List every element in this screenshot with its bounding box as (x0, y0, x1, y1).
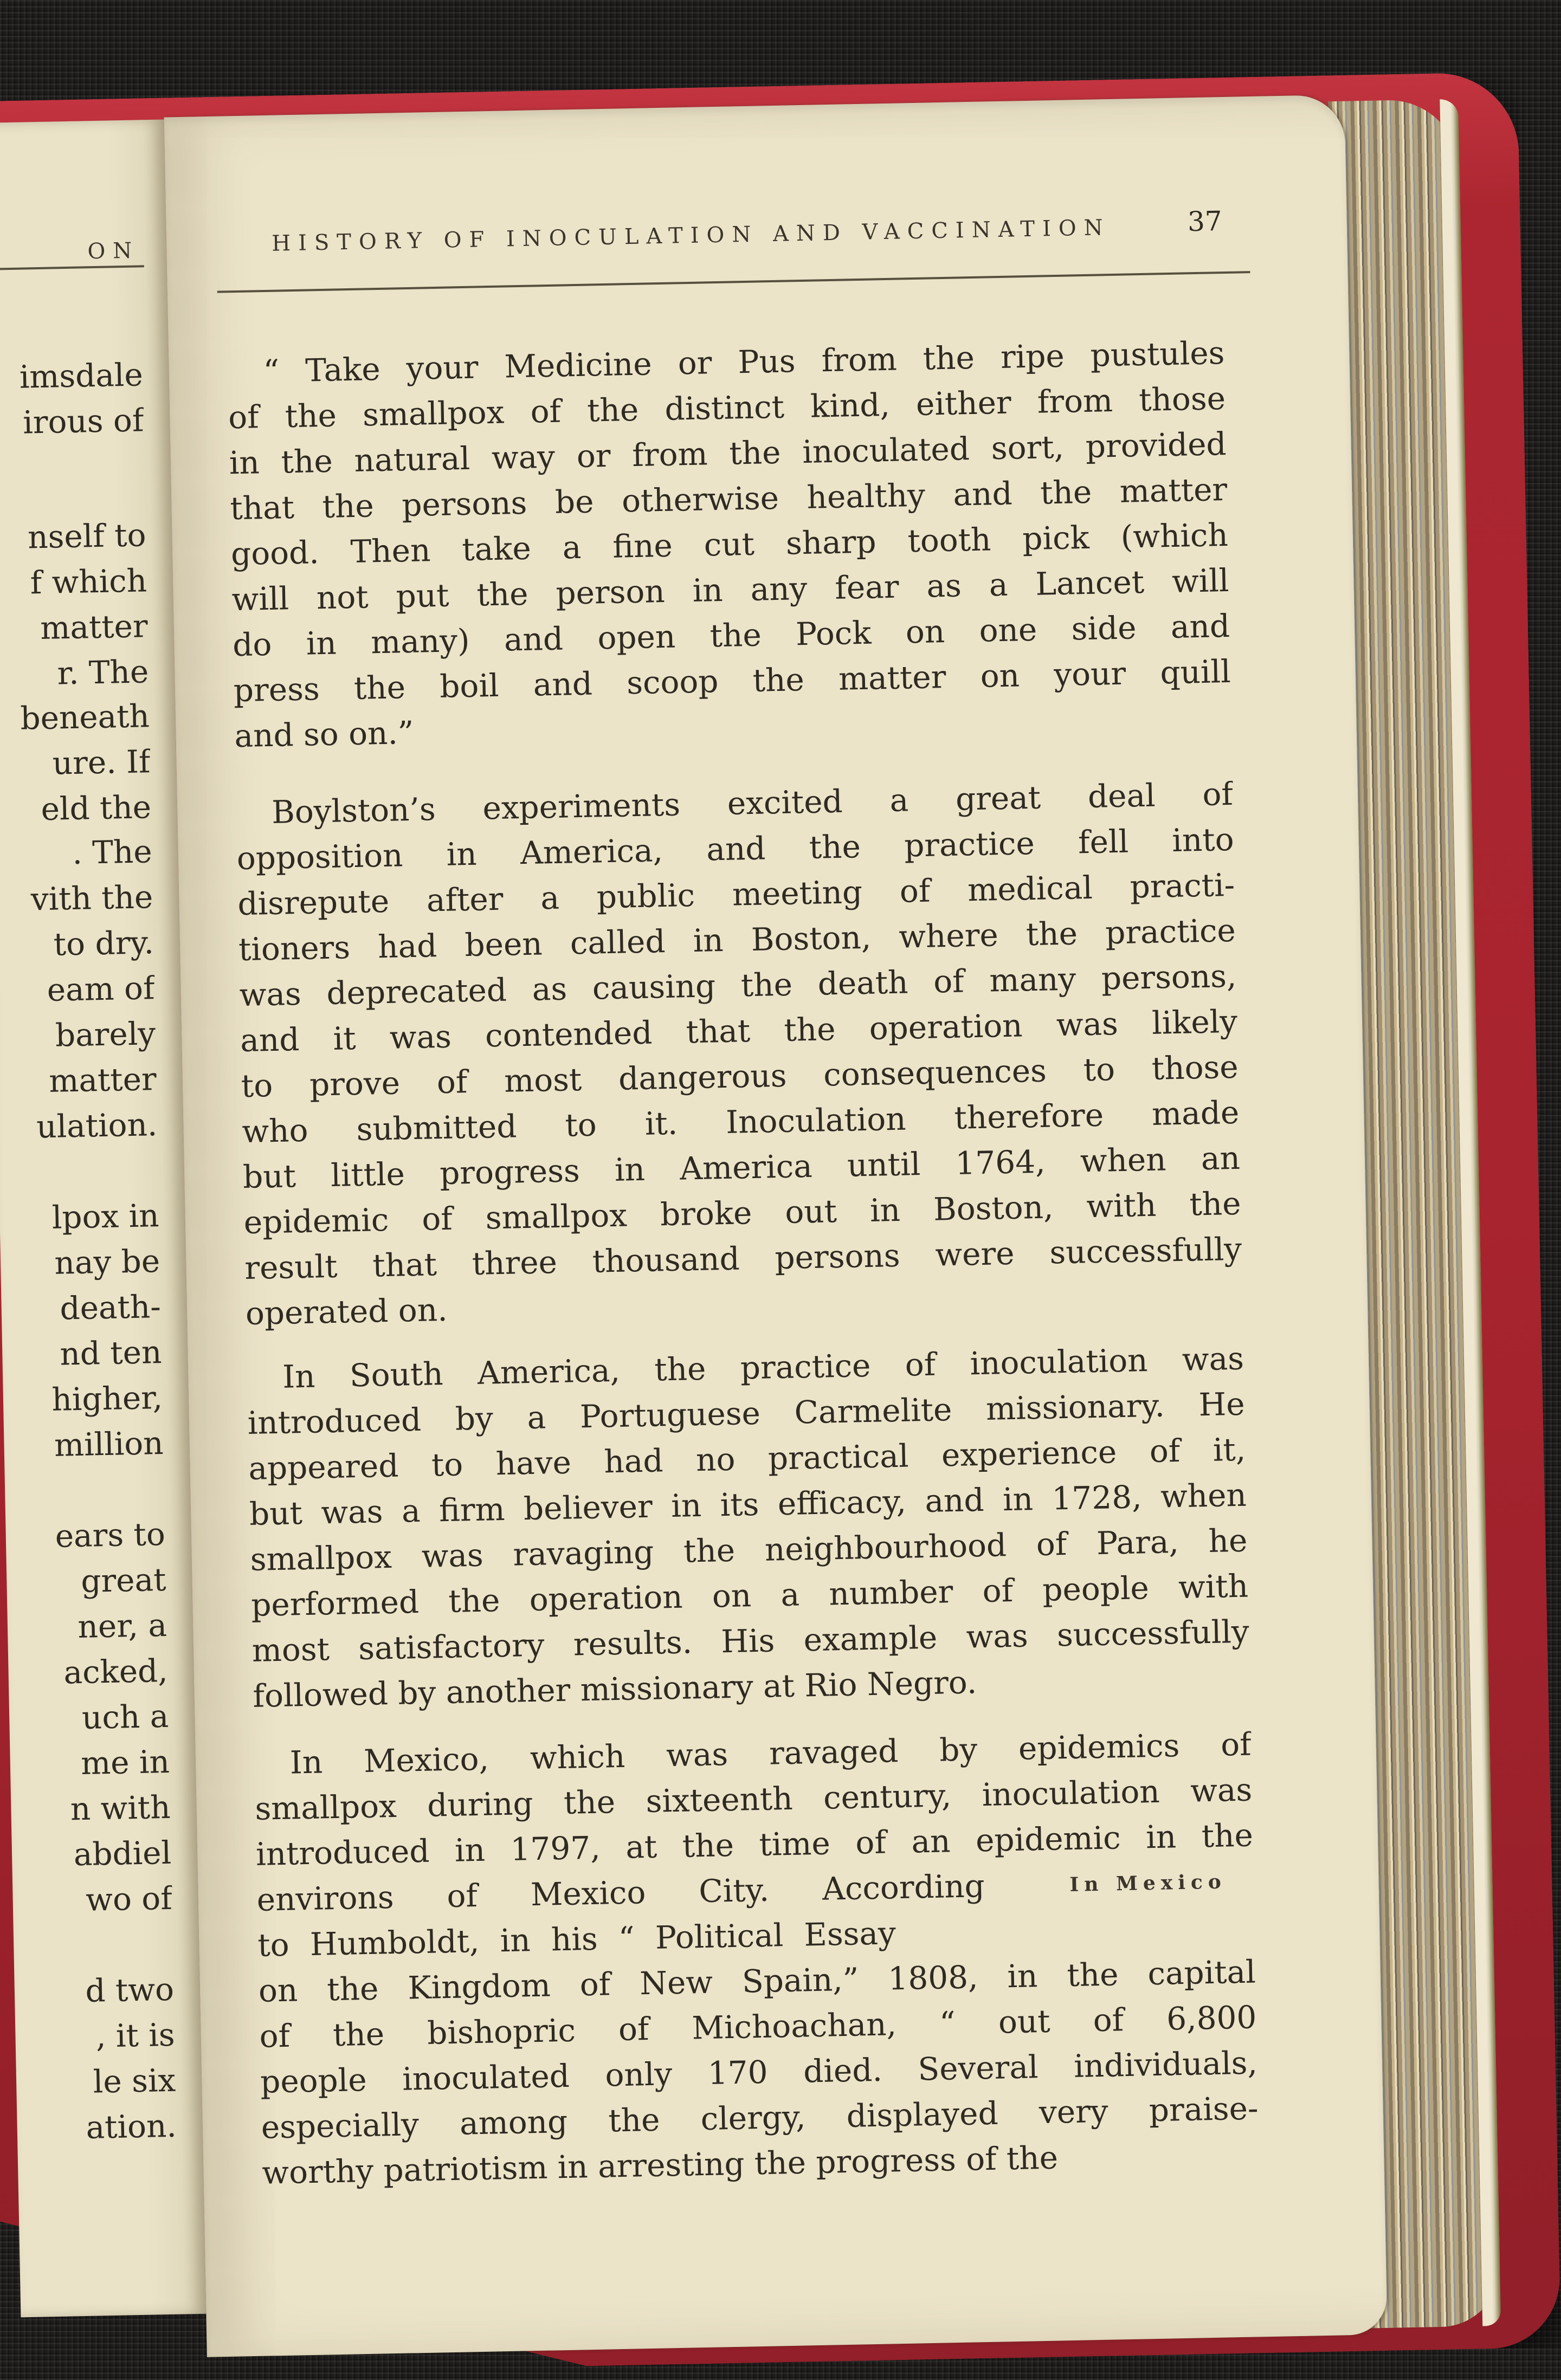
text-line: that the persons be otherwise healthy and the matter (229, 470, 1228, 527)
page-number: 37 (1187, 205, 1223, 238)
left-running-head-fragment: ON (87, 238, 140, 264)
left-fragment-line: great (80, 1561, 167, 1600)
left-fragment-line: lpox in (51, 1197, 160, 1236)
text-line: of the bishopric of Michoachan, “ out of 6,800 (259, 1999, 1257, 2055)
text-line: environs of Mexico City. According (256, 1867, 985, 1918)
left-fragment-line: me in (80, 1743, 170, 1782)
right-page-text (225, 205, 1261, 2280)
left-fragment-line: barely (55, 1015, 156, 1054)
text-line: to prove of most dangerous consequences to those (241, 1048, 1239, 1105)
left-fragment-line: irous of (22, 402, 144, 441)
left-fragment-line: nay be (54, 1243, 160, 1282)
text-line: was deprecated as causing the death of many persons, (239, 957, 1237, 1014)
left-fragment-line: ears to (55, 1515, 166, 1555)
left-fragment-line: death- (59, 1288, 162, 1327)
text-line: performed the operation on a number of people with (250, 1567, 1249, 1624)
text-line: epidemic of smallpox broke out in Boston, with the (243, 1185, 1242, 1241)
left-fragment-line: imsdale (19, 356, 144, 396)
text-line: appeared to have had no practical experience of it, (248, 1431, 1246, 1487)
paragraph (227, 330, 1232, 759)
text-line: most satisfactory results. His example was successfully (251, 1613, 1250, 1669)
text-line: opposition in America, and the practice fell into (236, 820, 1235, 877)
text-line: In Mexico, which was ravaged by epidemics of (289, 1725, 1252, 1781)
text-line: do in many) and open the Pock on one side and (232, 607, 1230, 664)
text-line: and so on.” (234, 714, 415, 755)
text-line: to Humboldt, in his “ Political Essay (257, 1915, 896, 1964)
left-fragment-line: beneath (20, 697, 150, 737)
left-header-rule (0, 265, 144, 270)
text-line: smallpox was ravaging the neighbourhood of Para, he (250, 1522, 1248, 1578)
left-fragment-line: le six (93, 2061, 176, 2100)
text-line: introduced in 1797, at the time of an epidemic in the (255, 1816, 1254, 1873)
left-fragment-line: million (54, 1424, 164, 1464)
left-fragment-line: , it is (95, 2016, 176, 2055)
text-line: in the natural way or from the inoculated sort, provided (229, 425, 1227, 482)
text-line: on the Kingdom of New Spain,” 1808, in the capital (258, 1953, 1256, 2009)
paragraph (254, 1722, 1260, 2196)
text-line: who submitted to it. Inoculation therefore made (241, 1094, 1240, 1150)
left-fragment-line: nself to (27, 516, 147, 556)
text-line: especially among the clergy, displayed very praise- (261, 2090, 1259, 2146)
paragraph (246, 1336, 1250, 1719)
left-fragment-line: ation. (85, 2107, 177, 2146)
text-line: followed by another missionary at Rio Negro. (252, 1664, 977, 1715)
left-fragment-line: f which (30, 562, 147, 602)
paragraph (235, 771, 1243, 1336)
left-fragment-line: matter (40, 607, 149, 647)
left-fragment-line: ner, a (77, 1606, 167, 1646)
left-fragment-line: ulation. (36, 1106, 158, 1146)
left-fragment-line: n with (70, 1788, 171, 1828)
text-line: smallpox during the sixteenth century, inoculation was (254, 1771, 1253, 1827)
left-fragment-line: d two (85, 1970, 175, 2009)
left-fragment-line: r. The (56, 653, 149, 692)
text-line: In South America, the practice of inoculation was (282, 1340, 1244, 1395)
text-line: introduced by a Portuguese Carmelite missionary. He (247, 1385, 1246, 1441)
text-line: disrepute after a public meeting of medical practi- (237, 866, 1235, 923)
left-fragment-line: ure. If (52, 743, 151, 782)
left-fragment-line: to dry. (53, 924, 154, 963)
text-line: operated on. (245, 1291, 448, 1333)
open-book (0, 72, 1561, 2378)
left-fragment-line: wo of (85, 1879, 173, 1918)
margin-note-in-mexico: In Mexico (1069, 1870, 1227, 1897)
left-fragment-line: nd ten (59, 1334, 162, 1373)
left-fragment-line: acked, (63, 1652, 169, 1691)
text-line: will not put the person in any fear as a Lancet will (231, 561, 1229, 618)
left-fragment-line: . The (72, 833, 153, 871)
left-fragment-line: matter (48, 1060, 157, 1100)
running-head-title: HISTORY OF INOCULATION AND VACCINATION (271, 215, 1111, 256)
text-line: good. Then take a fine cut sharp tooth pick (which (230, 516, 1229, 573)
text-line: of the smallpox of the distinct kind, either from those (228, 380, 1226, 436)
text-line: Boylston’s experiments excited a great deal of (271, 775, 1234, 831)
text-line: but little progress in America until 1764, when an (242, 1139, 1241, 1196)
text-line: “ Take your Medicine or Pus from the ripe pustules (262, 334, 1225, 390)
left-fragment-line: eam of (47, 969, 156, 1008)
header-rule (217, 271, 1250, 293)
text-line: tioners had been called in Boston, where the practice (238, 911, 1236, 968)
left-fragment-line: vith the (30, 878, 153, 918)
text-line: but was a firm believer in its efficacy, and in 1728, when (249, 1476, 1247, 1532)
left-fragment-line: eld the (40, 788, 152, 828)
left-fragment-line: higher, (51, 1379, 163, 1418)
text-line: press the boil and scoop the matter on your quill (233, 652, 1231, 709)
paragraphs (227, 330, 1260, 2196)
text-line: people inoculated only 170 died. Several individuals, (260, 2044, 1258, 2100)
text-line: worthy patriotism in arresting the progress of the (261, 2139, 1059, 2191)
text-line: and it was contended that the operation was likely (240, 1003, 1238, 1059)
left-fragment-line: abdiel (73, 1834, 172, 1873)
left-fragment-line: uch a (81, 1697, 169, 1736)
text-line: result that three thousand persons were successfully (244, 1230, 1242, 1287)
